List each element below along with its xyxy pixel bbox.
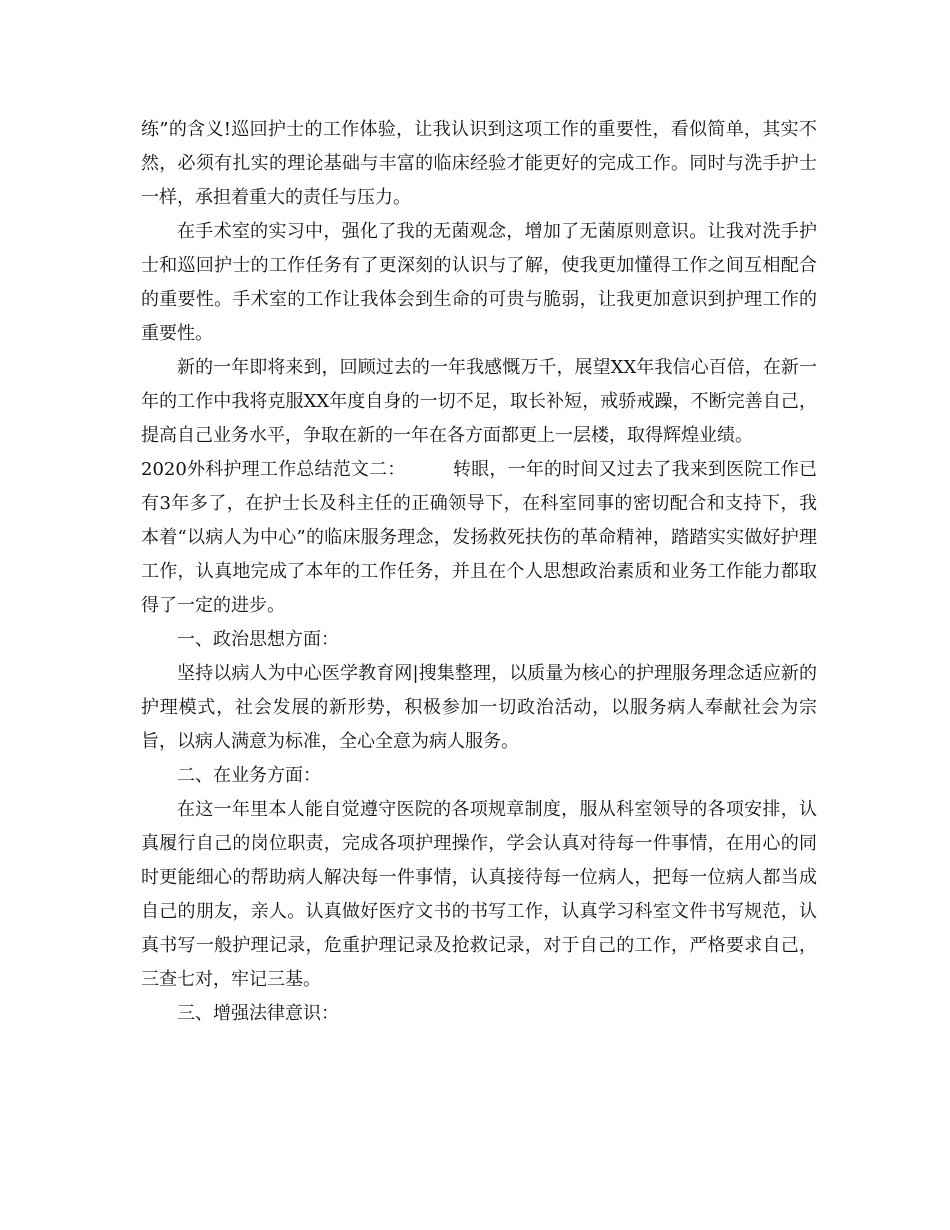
- paragraph-3: 新的一年即将来到，回顾过去的一年我感慨万千，展望XX年我信心百倍，在新一年的工作中我将克服XX年度自身的一切不足，取长补短，戒骄戒躁，不断完善自己，提高自己业务水平，争取在新的一年在各方面都更上一层楼，取得辉煌业绩。: [141, 357, 817, 446]
- heading-politics: 一、政治思想方面：: [177, 629, 339, 650]
- paragraph-business: 在这一年里本人能自觉遵守医院的各项规章制度，服从科室领导的各项安排，认真履行自己的岗位职责，完成各项护理操作，学会认真对待每一件事情，在用心的同时更能细心的帮助病人解决每一件事情，认真接待每一位病人，把每一位病人都当成自己的朋友，亲人。认真做好医疗文书的书写工作，认真学习科室文件书写规范，认真书写一般护理记录，危重护理记录及抢救记录，对于自己的工作，严格要求自己，三查七对，牢记三基。: [141, 799, 817, 990]
- heading-legal-awareness: 三、增强法律意识：: [177, 1003, 339, 1024]
- document-body: [141, 113, 817, 1031]
- heading-business: 二、在业务方面：: [177, 765, 321, 786]
- paragraph-2: 在手术室的实习中，强化了我的无菌观念，增加了无菌原则意识。让我对洗手护士和巡回护士的工作任务有了更深刻的认识与了解，使我更加懂得工作之间互相配合的重要性。手术室的工作让我体会到生命的可贵与脆弱，让我更加意识到护理工作的重要性。: [141, 221, 817, 344]
- paragraph-1: 练”的含义!巡回护士的工作体验，让我认识到这项工作的重要性，看似简单，其实不然，必须有扎实的理论基础与丰富的临床经验才能更好的完成工作。同时与洗手护士一样，承担着重大的责任与压力。: [141, 119, 817, 208]
- paragraph-4-section-title-and-intro: 2020外科护理工作总结范文二： 转眼，一年的时间又过去了我来到医院工作已有3年多了，在护士长及科主任的正确领导下，在科室同事的密切配合和支持下，我本着“以病人为中心”的临床服务理念，发扬救死扶伤的革命精神，踏踏实实做好护理工作，认真地完成了本年的工作任务，并且在个人思想政治素质和业务工作能力都取得了一定的进步。: [141, 459, 817, 616]
- paragraph-politics: 坚持以病人为中心医学教育网|搜集整理，以质量为核心的护理服务理念适应新的护理模式，社会发展的新形势，积极参加一切政治活动，以服务病人奉献社会为宗旨，以病人满意为标准，全心全意为病人服务。: [141, 663, 817, 752]
